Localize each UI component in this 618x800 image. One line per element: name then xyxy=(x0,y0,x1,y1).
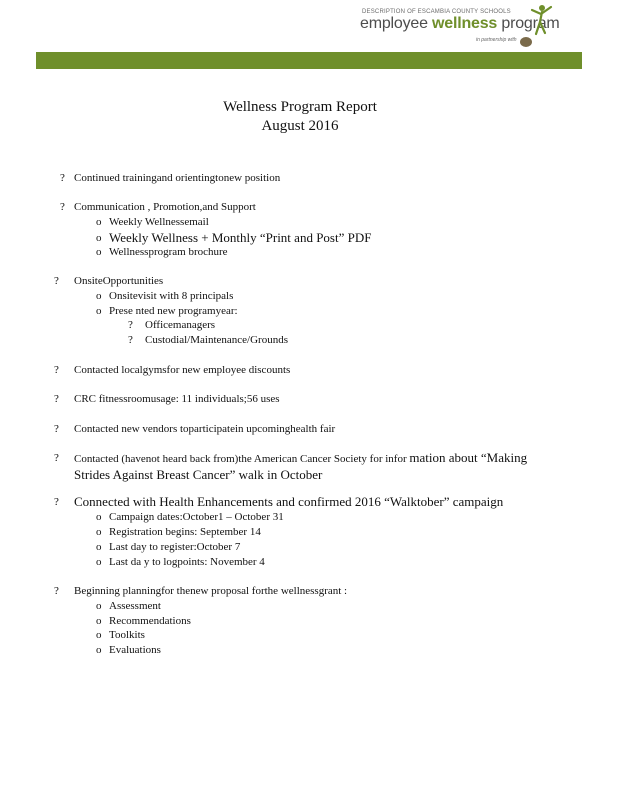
sub-bullet-icon: o xyxy=(96,600,102,612)
bullet-icon: ? xyxy=(60,201,65,213)
acs-text-line2: Strides Against Breast Cancer” walk in October xyxy=(74,467,323,482)
sub-bullet-icon: o xyxy=(96,511,102,523)
sub-bullet-icon: o xyxy=(96,232,102,244)
sub-bullet-icon: o xyxy=(96,644,102,656)
list-item-training: Continued trainingand orientingtonew position xyxy=(74,172,281,184)
list-item-crc-usage: CRC fitnessroomusage: 11 individuals;56 uses xyxy=(74,393,280,405)
list-item-evaluations: Evaluations xyxy=(109,644,161,656)
bullet-icon: ? xyxy=(128,334,133,346)
list-item-walktober: Connected with Health Enhancements and confirmed 2016 “Walktober” campaign xyxy=(74,494,504,509)
acs-text-part2: mation about “Making xyxy=(409,450,528,465)
report-title: Wellness Program Report xyxy=(223,99,377,115)
bullet-icon: ? xyxy=(54,364,59,376)
header-band xyxy=(36,52,582,69)
list-item-registration: Registration begins: September 14 xyxy=(109,526,261,538)
logo-word-employee: employee xyxy=(360,15,433,32)
sub-bullet-icon: o xyxy=(96,305,102,317)
list-item-office-managers: Officemanagers xyxy=(145,319,216,331)
bullet-icon: ? xyxy=(54,393,59,405)
bullet-icon: ? xyxy=(54,496,59,508)
sub-bullet-icon: o xyxy=(96,526,102,538)
person-figure-icon xyxy=(528,4,554,36)
logo-word-program: program xyxy=(497,15,560,32)
list-item-print-and-post: Weekly Wellness + Monthly “Print and Post” PDF xyxy=(109,230,372,245)
sub-bullet-icon: o xyxy=(96,290,102,302)
sub-bullet-icon: o xyxy=(96,246,102,258)
list-item-toolkits: Toolkits xyxy=(109,629,145,641)
list-item-weekly-email: Weekly Wellnessemail xyxy=(109,216,209,228)
sub-bullet-icon: o xyxy=(96,216,102,228)
list-item-recommendations: Recommendations xyxy=(109,615,191,627)
list-item-last-register: Last day to register:October 7 xyxy=(109,541,241,553)
list-item-assessment: Assessment xyxy=(109,600,161,612)
bullet-icon: ? xyxy=(54,585,59,597)
list-item-vendors: Contacted new vendors toparticipatein upcominghealth fair xyxy=(74,423,336,435)
report-month: August 2016 xyxy=(261,118,339,134)
sub-bullet-icon: o xyxy=(96,541,102,553)
bullet-icon: ? xyxy=(54,423,59,435)
sub-bullet-icon: o xyxy=(96,629,102,641)
list-item-custodial: Custodial/Maintenance/Grounds xyxy=(145,334,288,346)
logo-word-wellness: wellness xyxy=(432,15,498,32)
partner-badge-icon xyxy=(520,37,532,47)
acs-text-part1: Contacted (havenot heard back from)the American Cancer Society for infor xyxy=(74,453,407,465)
bullet-icon: ? xyxy=(60,172,65,184)
list-item-gyms: Contacted localgymsfor new employee discounts xyxy=(74,364,291,376)
list-item-communication: Communication , Promotion,and Support xyxy=(74,201,256,213)
bullet-icon: ? xyxy=(54,452,59,464)
list-item-principals: Onsitevisit with 8 principals xyxy=(109,290,234,302)
list-item-log-points: Last da y to logpoints: November 4 xyxy=(109,556,265,568)
sub-bullet-icon: o xyxy=(96,615,102,627)
list-item-program-year: Prese nted new programyear: xyxy=(109,305,238,317)
list-item-onsite: OnsiteOpportunities xyxy=(74,275,164,287)
list-item-grant: Beginning planningfor thenew proposal forthe wellnessgrant : xyxy=(74,585,348,597)
logo-subtitle: DESCRIPTION OF ESCAMBIA COUNTY SCHOOLS xyxy=(362,9,511,15)
sub-bullet-icon: o xyxy=(96,556,102,568)
bullet-icon: ? xyxy=(128,319,133,331)
list-item-american-cancer-society xyxy=(74,450,556,484)
bullet-icon: ? xyxy=(54,275,59,287)
list-item-brochure: Wellnessprogram brochure xyxy=(109,246,228,258)
logo-tagline: in partnership with xyxy=(476,37,517,43)
list-item-campaign-dates: Campaign dates:October1 – October 31 xyxy=(109,511,284,523)
program-logo xyxy=(360,6,560,50)
